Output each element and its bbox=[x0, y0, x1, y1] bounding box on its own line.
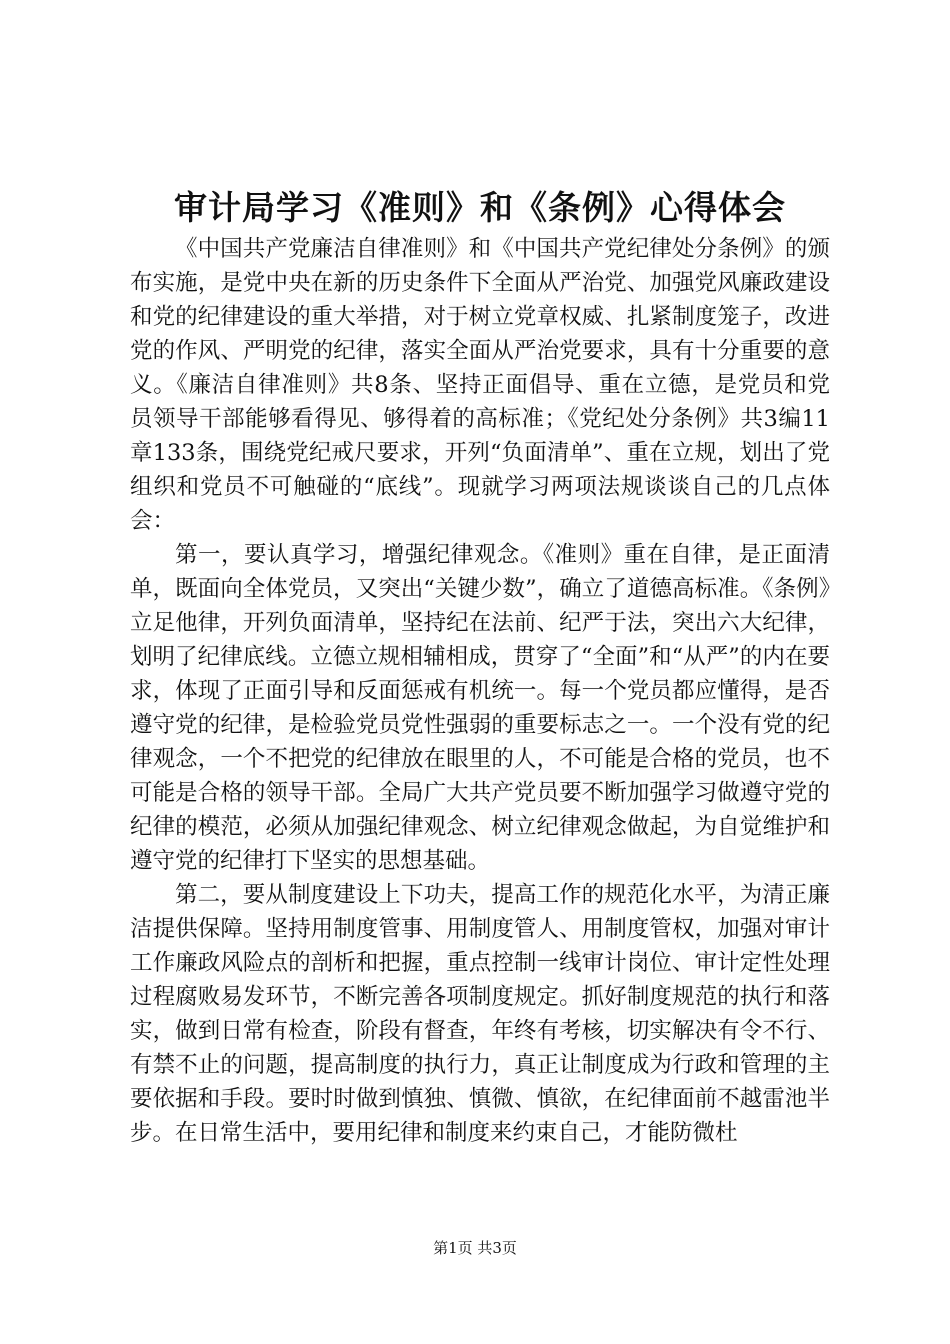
document-title: 审计局学习《准则》和《条例》心得体会 bbox=[174, 188, 786, 227]
paragraph-intro: 《中国共产党廉洁自律准则》和《中国共产党纪律处分条例》的颁布实施，是党中央在新的历史条件下全面从严治党、加强党风廉政建设和党的纪律建设的重大举措，对于树立党章权威、扎紧制度笼子，改进党的作风、严明党的纪律，落实全面从严治党要求，具有十分重要的意义。《廉洁自律准则》共8条、坚持正面倡导、重在立德，是党员和党员领导干部能够看得见、够得着的高标准；《党纪处分条例》共3编11章133条，围绕党纪戒尺要求，开列“负面清单”、重在立规，划出了党组织和党员不可触碰的“底线”。现就学习两项法规谈谈自己的几点体会： bbox=[130, 236, 830, 534]
page-number-footer: 第1页 共3页 bbox=[433, 1239, 517, 1257]
paragraph-first-point: 第一，要认真学习，增强纪律观念。《准则》重在自律，是正面清单，既面向全体党员，又突出“关键少数”，确立了道德高标准。《条例》立足他律，开列负面清单，坚持纪在法前、纪严于法，突出六大纪律，划明了纪律底线。立德立规相辅相成，贯穿了“全面”和“从严”的内在要求，体现了正面引导和反面惩戒有机统一。每一个党员都应懂得，是否遵守党的纪律，是检验党员党性强弱的重要标志之一。一个没有党的纪律观念，一个不把党的纪律放在眼里的人，不可能是合格的党员，也不可能是合格的领导干部。全局广大共产党员要不断加强学习做遵守党的纪律的模范，必须从加强纪律观念、树立纪律观念做起，为自觉维护和遵守党的纪律打下坚实的思想基础。 bbox=[130, 542, 830, 874]
paragraph-second-point: 第二，要从制度建设上下功夫，提高工作的规范化水平，为清正廉洁提供保障。坚持用制度管事、用制度管人、用制度管权，加强对审计工作廉政风险点的剖析和把握，重点控制一线审计岗位、审计定性处理过程腐败易发环节，不断完善各项制度规定。抓好制度规范的执行和落实，做到日常有检查，阶段有督查，年终有考核，切实解决有令不行、有禁不止的问题，提高制度的执行力，真正让制度成为行政和管理的主要依据和手段。要时时做到慎独、慎微、慎欲，在纪律面前不越雷池半步。在日常生活中，要用纪律和制度来约束自己，才能防微杜 bbox=[130, 882, 830, 1146]
document-body bbox=[130, 232, 830, 1150]
